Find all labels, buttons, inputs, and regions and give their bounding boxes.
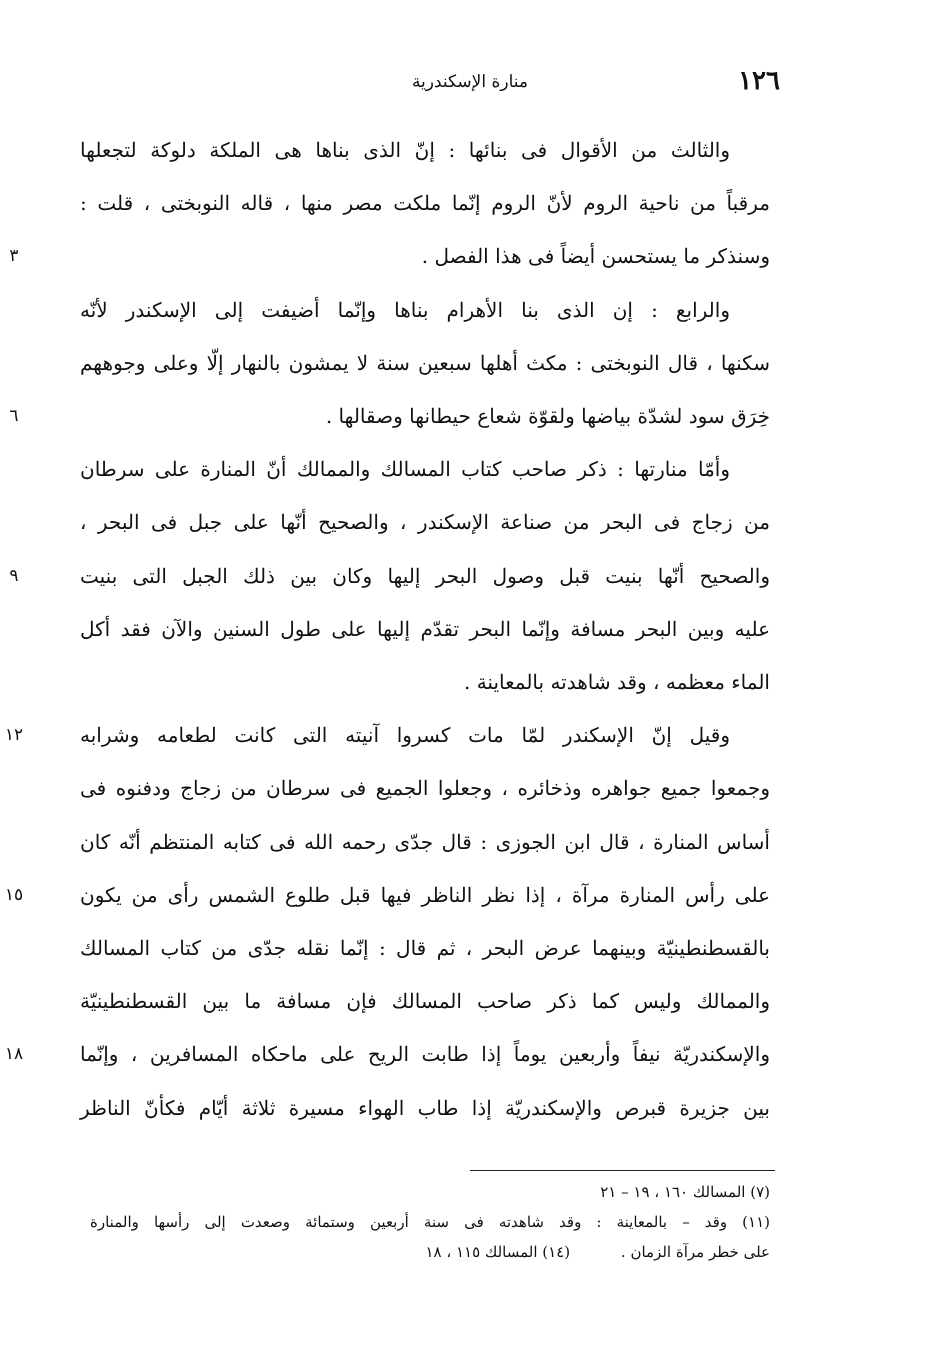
line-number: ١٢	[4, 725, 24, 746]
page-number: ١٢٦	[738, 66, 780, 96]
line-number: ١٨	[4, 1044, 24, 1065]
line-number: ٦	[9, 406, 19, 426]
text-line: الماء معظمه ، وقد شاهدته بالمعاينة .	[463, 670, 770, 694]
text-line: والثالث من الأقوال فى بنائها : إنّ الذى بناها هى الملكة دلوكة لتجعلها	[80, 138, 730, 162]
text-line: بين جزيرة قبرص والإسكندريّة إذا طاب الهواء مسيرة ثلاثة أيّام فكأنّ الناظر	[80, 1095, 770, 1120]
text-line: وأمّا منارتها : ذكر صاحب كتاب المسالك والممالك أنّ المنارة على سرطان	[80, 457, 730, 482]
running-title: منارة الإسكندرية	[411, 72, 529, 92]
text-line: سكنها ، قال النوبختى : مكث أهلها سبعين سنة لا يمشون بالنهار إلّا وعلى وجوههم	[80, 350, 770, 375]
text-line: وسنذكر ما يستحسن أيضاً فى هذا الفصل .	[421, 244, 770, 269]
text-line: على رأس المنارة مرآة ، إذا نظر الناظر فيها قبل طلوع الشمس رأى من يكون	[80, 882, 770, 907]
footnote-11-continuation: على خطر مرآة الزمان .	[620, 1243, 770, 1261]
text-line: وقيل إنّ الإسكندر لمّا مات كسروا آنيته التى كانت لطعامه وشرابه	[80, 723, 730, 748]
footnote-separator	[470, 1170, 775, 1171]
text-line: والإسكندريّة نيفاً وأربعين يوماً إذا طابت الريح على ماحكاه المسافرين ، وإنّما	[80, 1042, 770, 1067]
text-line: وجمعوا جميع جواهره وذخائره ، وجعلوا الجميع فى سرطان من زجاج ودفنوه فى	[80, 776, 770, 801]
text-line: عليه وبين البحر مسافة وإنّما البحر تقدّم إليها على طول السنين والآن فقد أكل	[80, 616, 770, 641]
page-header	[80, 66, 780, 106]
text-line: مرقباً من ناحية الروم لأنّ الروم إنّما ملكت مصر منها ، قاله النوبختى ، قلت :	[80, 191, 770, 216]
line-number: ٣	[9, 246, 19, 267]
text-line: أساس المنارة ، قال ابن الجوزى : قال جدّى رحمه الله فى كتابه المنتظم أنّه كان	[80, 829, 770, 854]
line-number: ٩	[9, 565, 19, 586]
footnote-11: (١١) وقد – بالمعاينة : وقد شاهدته فى سنة أربعين وستمائة وصعدت إلى رأسها والمنارة	[90, 1213, 770, 1231]
text-line: والصحيح أنّها بنيت قبل وصول البحر إليها وكان بين ذلك الجبل التى بنيت	[80, 563, 770, 588]
text-line: من زجاج فى البحر من صناعة الإسكندر ، والصحيح أنّها على جبل فى البحر ،	[80, 510, 770, 535]
text-line: خِرَق سود لشدّة بياضها ولقوّة شعاع حيطانها وصقالها .	[325, 404, 770, 428]
line-number: ١٥	[4, 884, 24, 905]
text-line: بالقسطنطينيّة وبينهما عرض البحر ، ثم قال : إنّما نقله جدّى من كتاب المسالك	[80, 936, 770, 960]
footnote-7: (٧) المسالك ١٦٠ ، ١٩ – ٢١	[600, 1183, 770, 1201]
footnote-14-line	[90, 1238, 770, 1266]
text-line: والرابع : إن الذى بنا الأهرام بناها وإنّما أضيفت إلى الإسكندر لأنّه	[80, 297, 730, 322]
text-line: والممالك وليس كما ذكر صاحب المسالك فإن مسافة ما بين القسطنطينيّة	[80, 989, 770, 1014]
footnote-14: (١٤) المسالك ١١٥ ، ١٨	[425, 1243, 571, 1261]
